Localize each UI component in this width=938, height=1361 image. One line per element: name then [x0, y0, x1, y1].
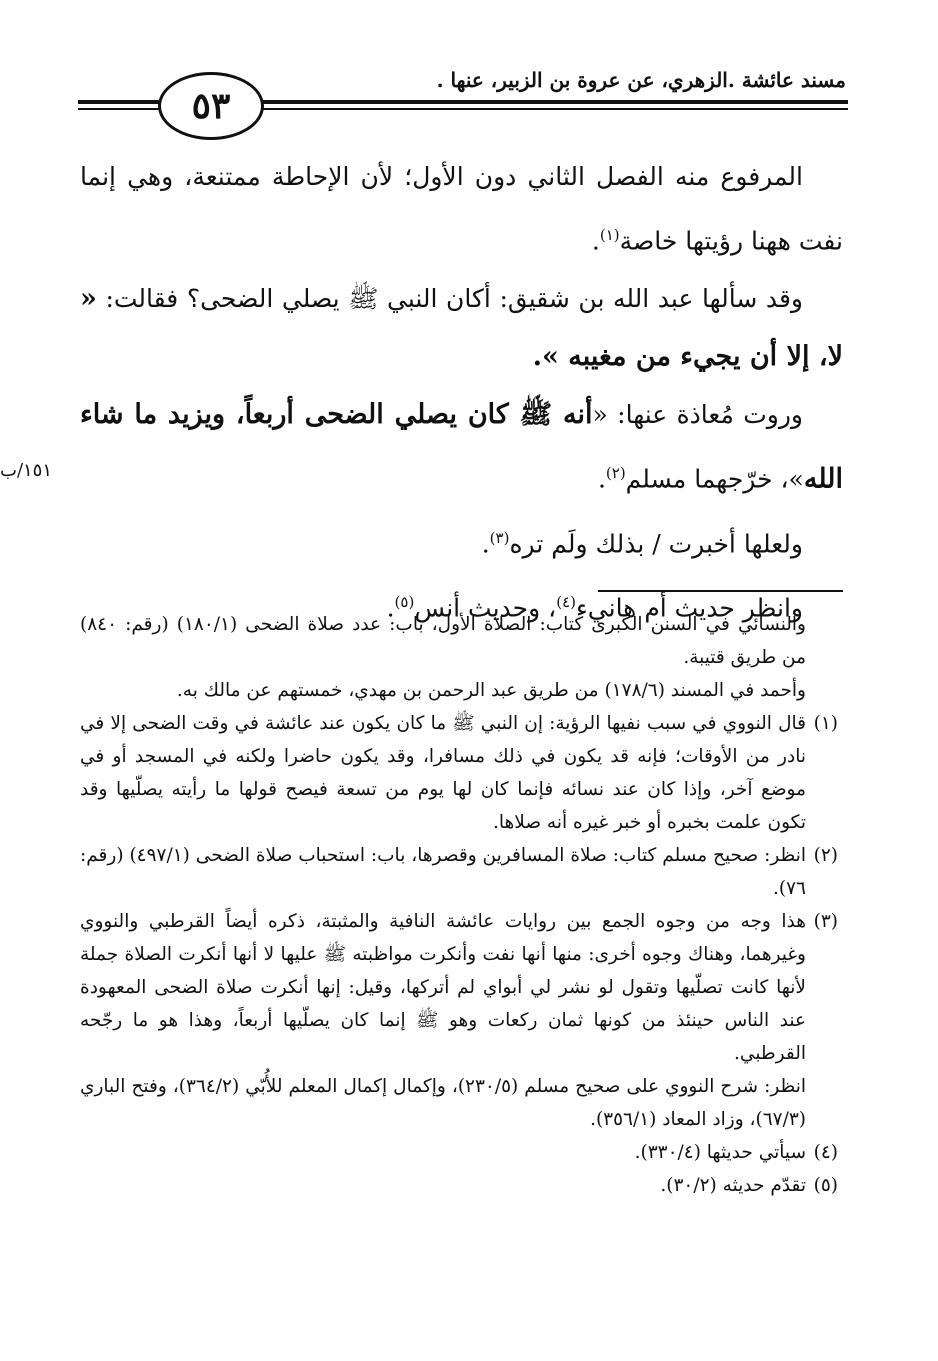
footnote-ref-5[interactable]: (٥) — [394, 592, 415, 611]
manuscript-folio-note: ١٥١/ب — [0, 460, 53, 481]
footnote-1 — [80, 707, 838, 839]
paragraph-2-text: وقد سألها عبد الله بن شقيق: أكان النبي ﷺ يصلي الضحى؟ فقالت: — [105, 284, 803, 314]
footnote-text: هذا وجه من وجوه الجمع بين روايات عائشة النافية والمثبتة، ذكره أيضاً القرطبي والنووي وغيرهما، وهناك وجوه أخرى: منها أنها نفت وأنكرت مواظبته ﷺ عليها لا أنها أنكرت الصلاة جملة لأنها كانت تصلّيها وتقول لو نشر لي أبواي لم أتركها، وقيل: إنها أنكرت صلاة الضحى المعهودة عند الناس حينئذ من كونها ثمان ركعات وهو ﷺ إنما كان يصلّيها أربعاً، وهذا هو ما رجّحه القرطبي. — [80, 911, 806, 1064]
paragraph-5-text-b: ، وحديث أنس — [414, 593, 557, 623]
paragraph-1 — [80, 148, 843, 270]
paragraph-1-end: . — [591, 226, 600, 256]
footnote-3-continuation: انظر: شرح النووي على صحيح مسلم (٢٣٠/٥)، وإكمال إكمال المعلم للأُبّي (٣٦٤/٢)، وفتح الباري (٦٧/٣)، وزاد المعاد (٣٥٦/١). — [80, 1076, 806, 1130]
paragraph-4-text: ولعلها أخبرت / بذلك ولَم تره — [509, 528, 803, 558]
paragraph-3-quote: أنه ﷺ كان يصلي الضحى أربعاً، ويزيد ما شاء الله — [80, 399, 843, 495]
paragraph-2-quote: « لا، إلا أن يجيء من مغيبه ». — [80, 283, 843, 373]
footnote-continuation-1: والنسائي في السنن الكبرى كتاب: الصلاة الأول، باب: عدد صلاة الضحى (١٨٠/١) (رقم: ٨٤٠) من طريق قتيبة. — [80, 614, 806, 668]
footnote-number: (١) — [813, 713, 838, 734]
footnote-3 — [80, 905, 838, 1070]
footnote-text: انظر: صحيح مسلم كتاب: صلاة المسافرين وقصرها، باب: استحباب صلاة الضحى (٤٩٧/١) (رقم: ٧٦). — [80, 845, 807, 899]
paragraph-5-end: . — [386, 593, 395, 623]
paragraph-5-text-a: وانظر حديث أم هانيء — [576, 593, 803, 623]
footnote-number: (٥) — [813, 1175, 838, 1196]
footnote-continuation-2: وأحمد في المسند (١٧٨/٦) من طريق عبد الرحمن بن مهدي، خمستهم عن مالك به. — [176, 680, 806, 701]
footnote-ref-2[interactable]: (٢) — [605, 464, 626, 483]
page-number: ٥٣ — [158, 72, 264, 140]
paragraph-2 — [80, 270, 843, 386]
footnote-4 — [80, 1136, 838, 1169]
paragraph-3-end: . — [597, 464, 606, 494]
paragraph-4 — [80, 509, 843, 573]
footnote-ref-1[interactable]: (١) — [599, 226, 620, 244]
footnote-text: قال النووي في سبب نفيها الرؤية: إن النبي ﷺ ما كان يكون عند عائشة في وقت الضحى إلا في نادر من الأوقات؛ فإنه قد يكون في ذلك مسافرا، وقد يكون حاضرا ولكنه في المسجد أو في موضع آخر، وإذا كان عند نسائه فإنما كان لها يوم من تسعة فيصح قولها ما رأيته يصلّيها وقد تكون علمت بخبره أو خبر غيره أنه صلاها. — [80, 713, 806, 833]
footnote-separator — [598, 590, 843, 592]
footnotes — [80, 608, 838, 1202]
paragraph-4-end: . — [481, 528, 490, 558]
footnote-number: (٤) — [813, 1142, 838, 1163]
footnote-ref-4[interactable]: (٤) — [556, 592, 577, 611]
footnote-2 — [80, 839, 838, 905]
paragraph-3-lead: وروت مُعاذة عنها: « — [592, 400, 804, 430]
footnote-number: (٢) — [813, 845, 838, 866]
footnote-text: سيأتي حديثها (٣٣٠/٤). — [634, 1142, 806, 1163]
running-header-title: مسند عائشة .الزهري، عن عروة بن الزبير، عنها . — [436, 68, 846, 92]
footnote-number: (٣) — [813, 911, 838, 932]
paragraph-1-text: المرفوع منه الفصل الثاني دون الأول؛ لأن الإحاطة ممتنعة، وهي إنما نفت ههنا رؤيتها خاصة — [80, 162, 843, 256]
paragraph-3-close: »، خرّجهما مسلم — [625, 464, 804, 494]
footnote-5 — [80, 1169, 838, 1202]
footnote-text: تقدّم حديثه (٣٠/٢). — [660, 1175, 806, 1196]
main-text — [80, 148, 843, 637]
paragraph-3 — [80, 386, 843, 508]
footnote-ref-3[interactable]: (٣) — [489, 528, 510, 547]
